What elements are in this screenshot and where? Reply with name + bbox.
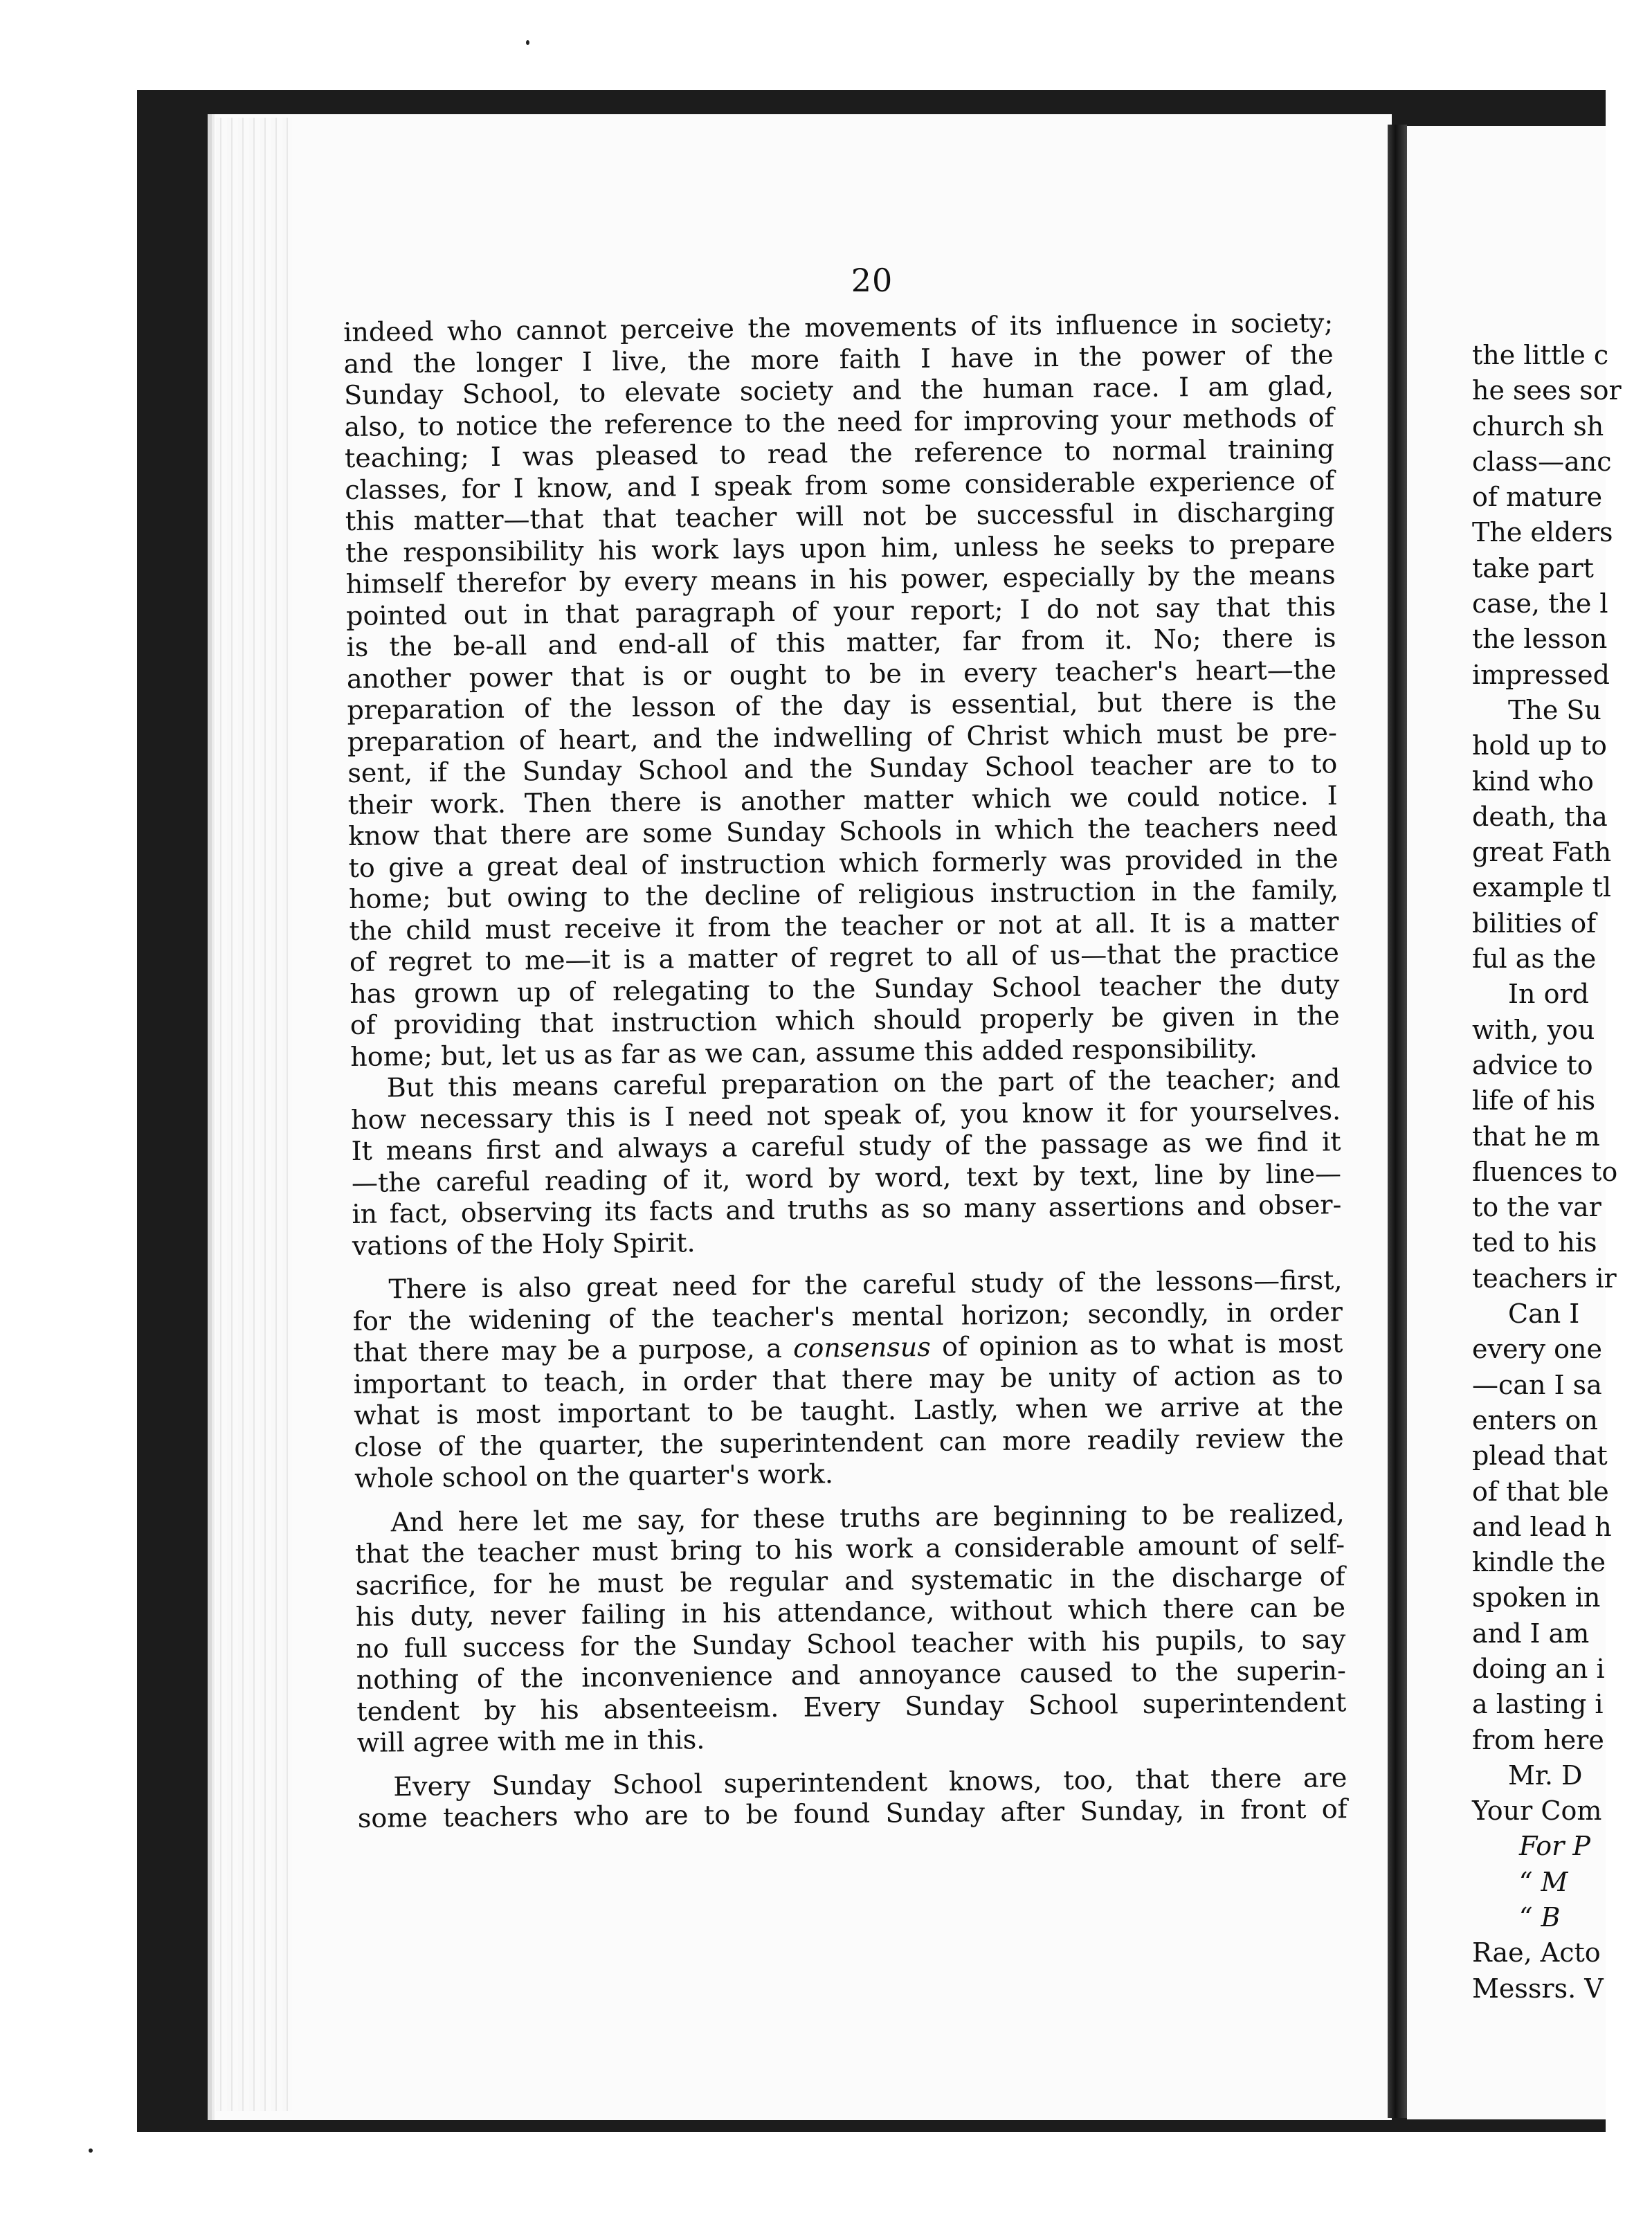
scan-speck <box>89 2148 93 2153</box>
text-line: And here let me say, for these truths are beginning to be realized, <box>390 1497 1345 1537</box>
text-line: indeed who cannot perceive the movements of its influence in society; <box>343 307 1334 347</box>
text-line: impressed <box>1472 659 1610 690</box>
text-line: tendent by his absenteeism. Every Sunday School superintendent <box>356 1686 1347 1727</box>
text-line: their work. Then there is another matter which we could notice. I <box>347 779 1338 820</box>
text-line: hold up to <box>1472 730 1607 761</box>
text-line: Every Sunday School superintendent knows, too, that there are <box>393 1762 1347 1802</box>
text-line: The Su <box>1508 694 1601 725</box>
text-line: home; but, let us as far as we can, assume this added responsibility. <box>350 1032 1258 1072</box>
text-line: to the var <box>1472 1192 1601 1223</box>
text-line: himself therefor by every means in his power, especially by the means <box>345 559 1336 599</box>
text-line: take part <box>1472 552 1594 583</box>
text-line: and the longer I live, the more faith I have in the power of the <box>343 338 1334 379</box>
text-line: his duty, never failing in his attendance, without which there can be <box>355 1592 1346 1632</box>
text-line: vations of the Holy Spirit. <box>352 1227 696 1261</box>
text-line: also, to notice the reference to the need for improving your methods of <box>344 401 1334 442</box>
text-line: whole school on the quarter's work. <box>354 1458 834 1494</box>
page-number: 20 <box>851 262 893 299</box>
text-line: The elders <box>1472 517 1613 548</box>
text-line: kindle the <box>1472 1547 1606 1578</box>
text-line: great Fath <box>1472 837 1612 868</box>
page-edges <box>216 118 292 2111</box>
text-line: preparation of the lesson of the day is essential, but there is the <box>347 685 1337 725</box>
text-line: this matter—that that teacher will not be successful in discharging <box>345 496 1335 536</box>
text-line: ful as the <box>1472 943 1597 975</box>
text-line: teachers ir <box>1472 1263 1617 1294</box>
text-line: and lead h <box>1472 1511 1612 1542</box>
text-line: how necessary this is I need not speak of, you know it for yourselves. <box>350 1094 1341 1135</box>
text-line: to give a great deal of instruction which formerly was provided in the <box>348 842 1338 883</box>
text-line: class—anc <box>1472 446 1612 477</box>
text-line: case, the l <box>1472 588 1608 619</box>
text-line: another power that is or ought to be in every teacher's heart—the <box>346 653 1337 694</box>
text-line: Messrs. V <box>1472 1973 1604 2004</box>
text-line: example tl <box>1472 872 1612 903</box>
text-line: ted to his <box>1472 1227 1597 1258</box>
text-line: —can I sa <box>1472 1369 1602 1400</box>
text-line: doing an i <box>1472 1653 1605 1684</box>
text-line: of that ble <box>1472 1476 1609 1507</box>
text-line: that he m <box>1472 1121 1600 1152</box>
text-line: will agree with me in this. <box>356 1724 705 1758</box>
text-line: home; but owing to the decline of religious instruction in the family, <box>348 874 1339 914</box>
text-line: “ M <box>1519 1866 1568 1897</box>
text-line: bilities of <box>1472 907 1597 939</box>
text-line: the lesson <box>1472 624 1608 655</box>
text-line: Rae, Acto <box>1472 1937 1601 1969</box>
text-line: he sees sor <box>1472 375 1622 406</box>
text-line: sent, if the Sunday School and the Sunday School teacher are to to <box>347 748 1338 788</box>
text-line: There is also great need for the careful study of the lessons—first, <box>388 1265 1343 1305</box>
text-line: of providing that instruction which should properly be given in the <box>350 1000 1340 1040</box>
scan-speck <box>526 40 529 45</box>
text-line: plead that <box>1472 1440 1608 1472</box>
text-line: no full success for the Sunday School teacher with his pupils, to say <box>356 1623 1346 1664</box>
text-line: Sunday School, to elevate society and the human race. I am glad, <box>343 370 1334 410</box>
text-line: nothing of the inconvenience and annoyance caused to the superin- <box>356 1655 1347 1695</box>
text-line: that there may be a purpose, a consensus of opinion as to what is most <box>353 1328 1343 1368</box>
text-line: know that there are some Sunday Schools in which the teachers need <box>347 811 1338 851</box>
text-line: the child must receive it from the teacher or not at all. It is a matter <box>349 905 1339 946</box>
text-line: advice to <box>1472 1049 1593 1080</box>
text-line: In ord <box>1508 979 1589 1010</box>
text-line: fluences to <box>1472 1156 1618 1187</box>
text-line: has grown up of relegating to the Sunday School teacher the duty <box>350 968 1340 1009</box>
book-spine <box>1388 125 1407 2118</box>
text-line: is the be-all and end-all of this matter, far from it. No; there is <box>346 622 1336 662</box>
text-line: a lasting i <box>1472 1689 1604 1720</box>
text-line: the responsibility his work lays upon him, unless he seeks to prepare <box>345 527 1336 568</box>
text-line: “ B <box>1519 1902 1561 1933</box>
text-line: what is most important to be taught. Lastly, when we arrive at the <box>354 1391 1344 1431</box>
text-line: close of the quarter, the superintendent can more readily review the <box>354 1422 1344 1463</box>
text-line: classes, for I know, and I speak from some considerable experience of <box>345 464 1335 505</box>
text-line: kind who <box>1472 766 1594 797</box>
text-line: the little c <box>1472 340 1609 370</box>
text-line: for the widening of the teacher's mental horizon; secondly, in order <box>352 1296 1343 1337</box>
text-line: For P <box>1519 1831 1590 1862</box>
left-page-text <box>343 307 1347 1834</box>
text-line: —the careful reading of it, word by word, text by text, line by line— <box>351 1157 1342 1198</box>
text-line: death, tha <box>1472 801 1608 832</box>
text-line: It means first and always a careful study of the passage as we find it <box>351 1126 1341 1166</box>
right-page-text <box>1472 338 1652 2007</box>
text-line: spoken in <box>1472 1582 1601 1613</box>
text-line: Mr. D <box>1508 1759 1583 1791</box>
italic-word: consensus <box>792 1331 931 1364</box>
text-line: of regret to me—it is a matter of regret to all of us—that the practice <box>349 937 1340 977</box>
text-line: pointed out in that paragraph of your report; I do not say that this <box>345 590 1336 631</box>
text-line: enters on <box>1472 1404 1598 1436</box>
text-line: with, you <box>1472 1014 1595 1045</box>
text-line: of mature <box>1472 482 1603 513</box>
text-line: preparation of heart, and the indwelling of Christ which must be pre- <box>347 716 1338 757</box>
text-line: every one <box>1472 1334 1602 1365</box>
text-line: church sh <box>1472 410 1604 442</box>
text-line: life of his <box>1472 1085 1596 1116</box>
text-line: and I am <box>1472 1618 1590 1649</box>
text-line: Your Com <box>1472 1795 1602 1827</box>
text-line: sacrifice, for he must be regular and systematic in the discharge of <box>355 1560 1345 1601</box>
text-line: from here <box>1472 1724 1604 1755</box>
text-line: some teachers who are to be found Sunday after Sunday, in front of <box>357 1793 1347 1834</box>
text-line: in fact, observing its facts and truths as so many assertions and obser- <box>352 1189 1342 1229</box>
text-line: important to teach, in order that there may be unity of action as to <box>353 1359 1343 1400</box>
text-line: Can I <box>1508 1298 1580 1330</box>
text-line: But this means careful preparation on the part of the teacher; and <box>386 1063 1341 1103</box>
text-line: teaching; I was pleased to read the reference to normal training <box>344 433 1335 473</box>
text-line: that the teacher must bring to his work a considerable amount of self- <box>354 1529 1345 1569</box>
